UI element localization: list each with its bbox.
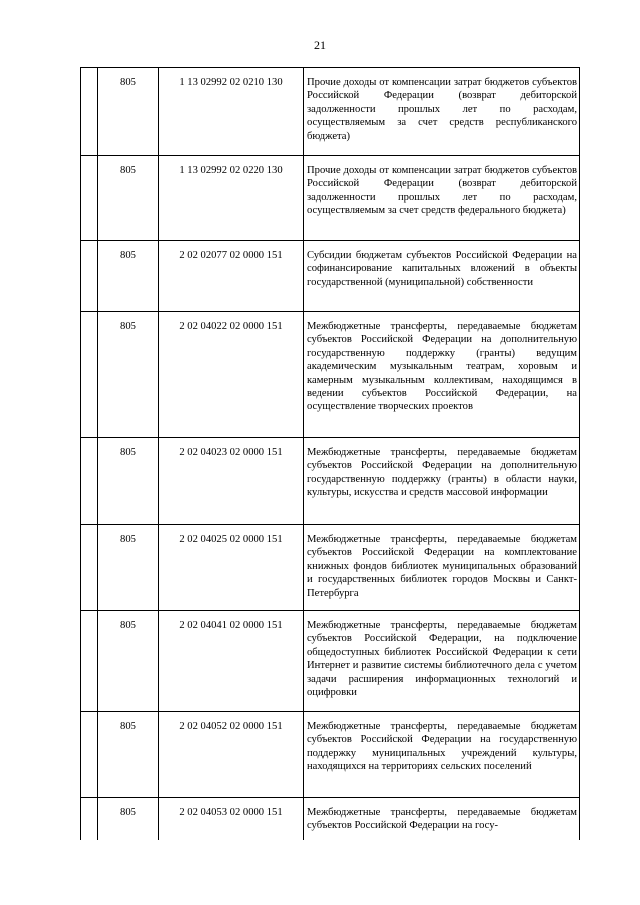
admin-code-cell: 805 xyxy=(98,712,159,798)
description-cell: Прочие доходы от компенсации затрат бюджетов субъектов Российской Федерации (возврат дебиторской задолженности прошлых лет по расходам, осуществляемым за счет средств федерального бюджета) xyxy=(304,156,580,241)
table-row xyxy=(81,712,580,798)
admin-code-cell: 805 xyxy=(98,68,159,156)
budget-code-cell: 2 02 04022 02 0000 151 xyxy=(159,312,304,438)
row-number-cell xyxy=(81,68,98,156)
admin-code-cell: 805 xyxy=(98,312,159,438)
description-cell: Межбюджетные трансферты, передаваемые бюджетам субъектов Российской Федерации на дополнительную государственную поддержку (гранты) в области науки, культуры, искусства и средств массовой информации xyxy=(304,438,580,525)
budget-code-cell: 2 02 04023 02 0000 151 xyxy=(159,438,304,525)
row-number-cell xyxy=(81,438,98,525)
description-cell: Субсидии бюджетам субъектов Российской Федерации на софинансирование капитальных вложений в объекты государственной (муниципальной) собственности xyxy=(304,241,580,312)
table-row xyxy=(81,525,580,611)
table-row xyxy=(81,156,580,241)
budget-code-cell: 1 13 02992 02 0210 130 xyxy=(159,68,304,156)
description-cell: Межбюджетные трансферты, передаваемые бюджетам субъектов Российской Федерации на госу- xyxy=(304,798,580,840)
row-number-cell xyxy=(81,798,98,840)
budget-code-cell: 2 02 04041 02 0000 151 xyxy=(159,611,304,712)
row-number-cell xyxy=(81,525,98,611)
table-row xyxy=(81,438,580,525)
budget-code-cell: 1 13 02992 02 0220 130 xyxy=(159,156,304,241)
description-cell: Межбюджетные трансферты, передаваемые бюджетам субъектов Российской Федерации на комплектование книжных фондов библиотек муниципальных образований и государственных библиотек городов Москвы и Санкт-Петербурга xyxy=(304,525,580,611)
admin-code-cell: 805 xyxy=(98,241,159,312)
page-number: 21 xyxy=(314,38,326,52)
budget-code-cell: 2 02 02077 02 0000 151 xyxy=(159,241,304,312)
row-number-cell xyxy=(81,312,98,438)
row-number-cell xyxy=(81,611,98,712)
budget-code-cell: 2 02 04052 02 0000 151 xyxy=(159,712,304,798)
income-codes-table xyxy=(80,67,580,840)
budget-code-cell: 2 02 04025 02 0000 151 xyxy=(159,525,304,611)
row-number-cell xyxy=(81,712,98,798)
table-row xyxy=(81,798,580,840)
table-row xyxy=(81,68,580,156)
description-cell: Межбюджетные трансферты, передаваемые бюджетам субъектов Российской Федерации на дополнительную государственную поддержку (гранты) ведущим академическим музыкальным театрам, хоровым и камерным музыкальным коллективам, находящимся в ведении субъектов Российской Федерации, на осуществление творческих проектов xyxy=(304,312,580,438)
table-row xyxy=(81,241,580,312)
description-cell: Межбюджетные трансферты, передаваемые бюджетам субъектов Российской Федерации, на подключение общедоступных библиотек Российской Федерации к сети Интернет и развитие системы библиотечного дела с учетом задачи расширения информационных технологий и оцифровки xyxy=(304,611,580,712)
admin-code-cell: 805 xyxy=(98,525,159,611)
description-cell: Межбюджетные трансферты, передаваемые бюджетам субъектов Российской Федерации на государственную поддержку муниципальных учреждений культуры, находящихся на территориях сельских поселений xyxy=(304,712,580,798)
row-number-cell xyxy=(81,156,98,241)
admin-code-cell: 805 xyxy=(98,611,159,712)
table-row xyxy=(81,312,580,438)
description-cell: Прочие доходы от компенсации затрат бюджетов субъектов Российской Федерации (возврат дебиторской задолженности прошлых лет по расходам, осуществляемым за счет средств республиканского бюджета) xyxy=(304,68,580,156)
table-row xyxy=(81,611,580,712)
budget-code-cell: 2 02 04053 02 0000 151 xyxy=(159,798,304,840)
admin-code-cell: 805 xyxy=(98,438,159,525)
row-number-cell xyxy=(81,241,98,312)
admin-code-cell: 805 xyxy=(98,798,159,840)
admin-code-cell: 805 xyxy=(98,156,159,241)
